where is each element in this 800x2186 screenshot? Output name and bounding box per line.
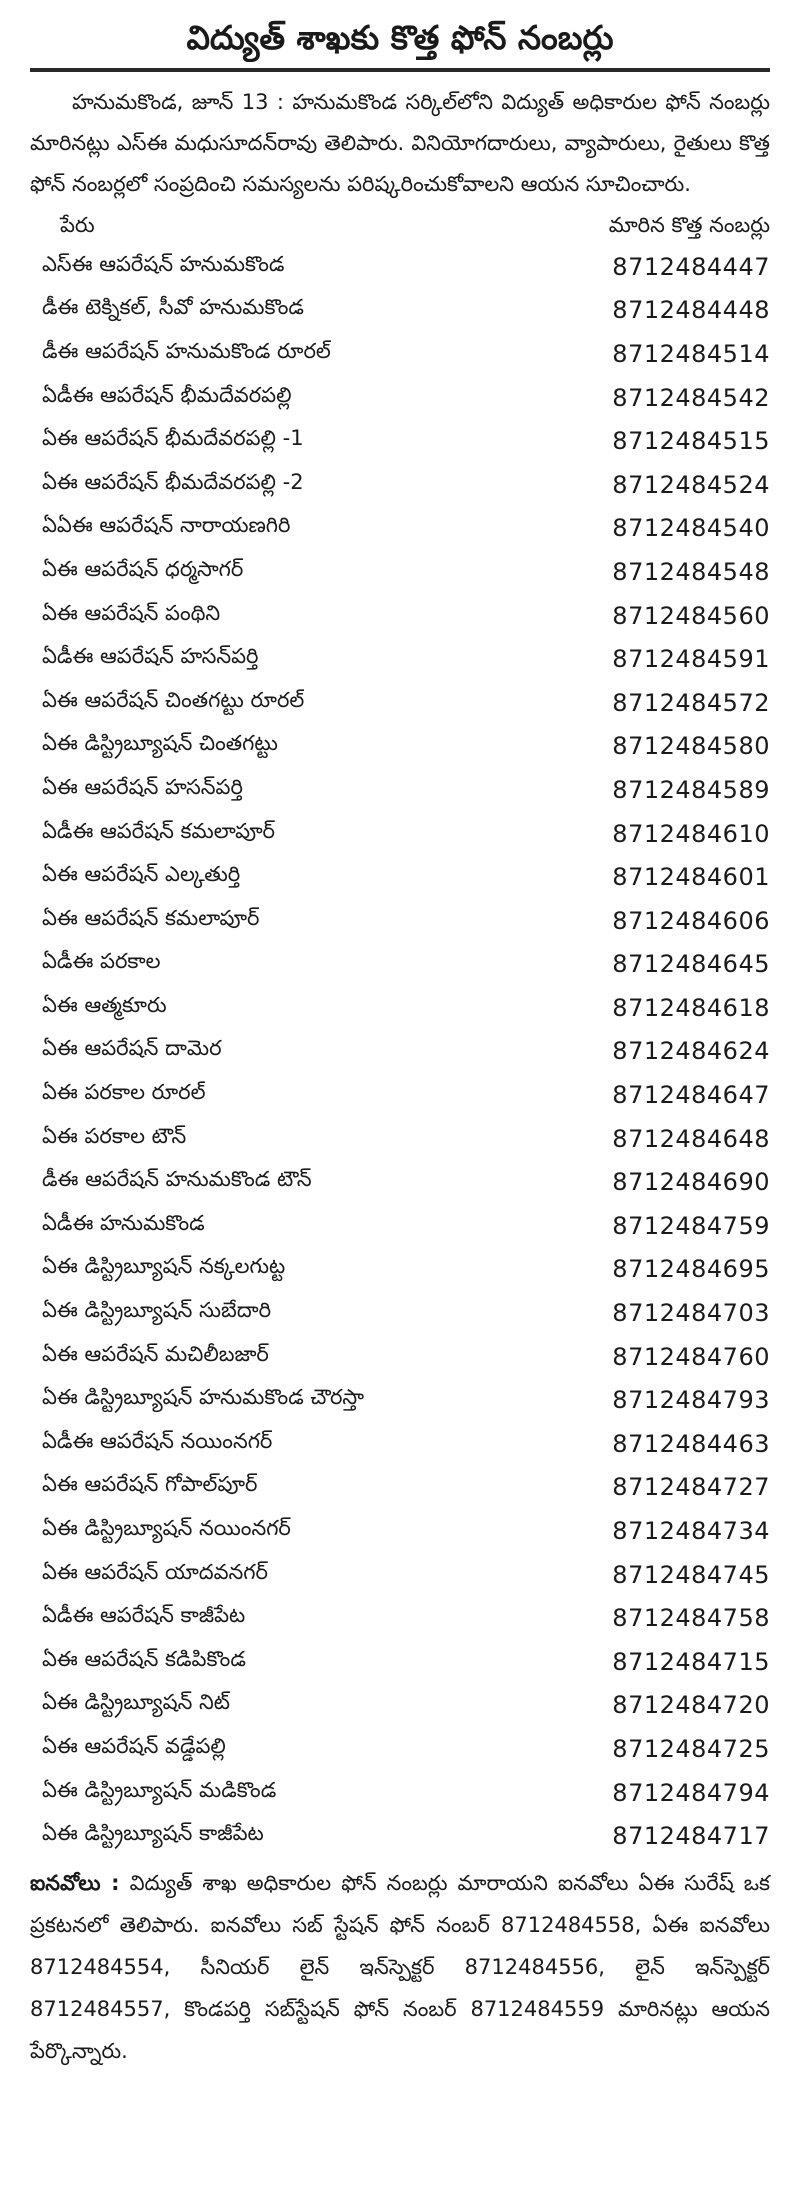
office-name: ఏఈ ఆత్మకూరు (42, 992, 167, 1017)
headline-divider (30, 68, 770, 72)
table-row (30, 463, 770, 507)
phone-number: 8712484548 (612, 557, 770, 586)
table-row (30, 943, 770, 987)
phone-number: 8712484601 (612, 863, 770, 892)
intro-paragraph (30, 82, 770, 205)
phone-number: 8712484542 (612, 383, 770, 412)
table-row (30, 507, 770, 551)
phone-number: 8712484759 (612, 1211, 770, 1240)
office-name: డీఈ ఆపరేషన్ హనుమకొండ రూరల్ (42, 338, 331, 363)
table-row (30, 1335, 770, 1379)
column-header-office: పేరు (60, 213, 95, 237)
phone-table-header (30, 205, 770, 245)
office-name: ఏఏఈ ఆపరేషన్ నారాయణగిరి (42, 513, 291, 538)
phone-number: 8712484793 (612, 1386, 770, 1415)
table-row (30, 681, 770, 725)
office-name: ఏఈ ఆపరేషన్ కమలాపూర్ (42, 905, 260, 930)
table-row (30, 899, 770, 943)
office-name: ఏఈ పరకాల టౌన్ (42, 1123, 187, 1148)
footer-text: విద్యుత్ శాఖ అధికారుల ఫోన్ నంబర్లు మారాయని ఐనవోలు ఏఈ సురేష్ ఒక ప్రకటనలో తెలిపారు. ఐనవోలు సబ్ స్టేషన్ ఫోన్ నంబర్ 8712484558, ఏఈ ఐనవోలు 8712484554, సీనియర్ లైన్ ఇన్‌స్పెక్టర్ 8712484556, లైన్ ఇన్‌స్పెక్టర్ 8712484557, కొండపర్తి సబ్‌స్టేషన్ ఫోన్ నంబర్ 8712484559 మారినట్లు ఆయన పేర్కొన్నారు. (30, 1870, 771, 2063)
phone-number: 8712484717 (612, 1822, 770, 1851)
table-row (30, 1684, 770, 1728)
office-name: ఏడీఈ ఆపరేషన్ కాజీపేట (42, 1603, 246, 1628)
office-name: ఏఈ ఆపరేషన్ గోపాల్‌పూర్ (42, 1472, 258, 1497)
table-row (30, 1553, 770, 1597)
phone-number: 8712484560 (612, 601, 770, 630)
table-row (30, 1727, 770, 1771)
table-row (30, 1291, 770, 1335)
phone-number: 8712484572 (612, 688, 770, 717)
phone-number: 8712484610 (612, 819, 770, 848)
phone-number: 8712484606 (612, 906, 770, 935)
office-name: ఏడీఈ ఆపరేషన్ కమలాపూర్ (42, 818, 276, 843)
phone-number: 8712484514 (612, 339, 770, 368)
table-row (30, 332, 770, 376)
office-name: ఏఈ ఆపరేషన్ వడ్డేపల్లి (42, 1733, 226, 1758)
office-name: ఏఈ ఆపరేషన్ భీమదేవరపల్లి -1 (42, 426, 304, 451)
office-name: ఏఈ డిస్ట్రిబ్యూషన్ నక్కలగుట్ట (42, 1254, 286, 1279)
table-row (30, 1248, 770, 1292)
footer-dateline: ఐనవోలు : (30, 1870, 120, 1895)
phone-number: 8712484703 (612, 1299, 770, 1328)
office-name: ఏఈ ఆపరేషన్ చింతగట్టు రూరల్ (42, 687, 305, 712)
table-row (30, 637, 770, 681)
office-name: ఏడీఈ ఆపరేషన్ నయింనగర్ (42, 1428, 273, 1453)
office-name: ఏఈ డిస్ట్రిబ్యూషన్ నయింనగర్ (42, 1516, 291, 1541)
column-header-number: మారిన కొత్త నంబర్లు (608, 213, 770, 237)
table-row (30, 986, 770, 1030)
table-row (30, 1422, 770, 1466)
table-row (30, 812, 770, 856)
phone-table (30, 245, 770, 1858)
table-row (30, 1640, 770, 1684)
table-row (30, 1466, 770, 1510)
office-name: ఏడీఈ పరకాల (42, 949, 161, 974)
phone-number: 8712484524 (612, 470, 770, 499)
table-row (30, 1509, 770, 1553)
office-name: ఏడీఈ ఆపరేషన్ భీమదేవరపల్లి (42, 382, 292, 407)
office-name: ఏఈ ఆపరేషన్ దామెర (42, 1036, 222, 1061)
office-name: ఏఈ డిస్ట్రిబ్యూషన్ సుబేదారి (42, 1298, 272, 1323)
phone-number: 8712484580 (612, 732, 770, 761)
table-row (30, 1160, 770, 1204)
table-row (30, 855, 770, 899)
office-name: ఏఈ ఆపరేషన్ యాదవనగర్ (42, 1559, 268, 1584)
office-name: డీఈ టెక్నికల్, సీవో హనుమకొండ (42, 295, 304, 320)
table-row (30, 725, 770, 769)
table-row (30, 768, 770, 812)
table-row (30, 1117, 770, 1161)
table-row (30, 1030, 770, 1074)
table-row (30, 1596, 770, 1640)
office-name: ఎస్ఈ ఆపరేషన్ హనుమకొండ (42, 251, 285, 276)
intro-text: హనుమకొండ, జూన్ 13 : హనుమకొండ సర్కిల్‌లోని విద్యుత్ అధికారుల ఫోన్ నంబర్లు మారినట్లు ఎస్ఈ మధుసూదన్‌రావు తెలిపారు. వినియోగదారులు, వ్యాపారులు, రైతులు కొత్త ఫోన్ నంబర్లలో సంప్రదించి సమస్యలను పరిష్కరించుకోవాలని ఆయన సూచించారు. (30, 90, 770, 196)
office-name: ఏఈ పరకాల రూరల్ (42, 1080, 206, 1105)
phone-number: 8712484447 (612, 252, 770, 281)
phone-number: 8712484515 (612, 427, 770, 456)
table-row (30, 1378, 770, 1422)
phone-number: 8712484760 (612, 1342, 770, 1371)
office-name: డీఈ ఆపరేషన్ హనుమకొండ టౌన్ (42, 1167, 312, 1192)
table-row (30, 1771, 770, 1815)
office-name: ఏడీఈ ఆపరేషన్ హసన్‌పర్తి (42, 644, 259, 669)
table-row (30, 1814, 770, 1858)
phone-number: 8712484540 (612, 514, 770, 543)
phone-number: 8712484794 (612, 1778, 770, 1807)
office-name: ఏఈ డిస్ట్రిబ్యూషన్ కాజీపేట (42, 1821, 264, 1846)
table-row (30, 245, 770, 289)
phone-number: 8712484727 (612, 1473, 770, 1502)
phone-number: 8712484720 (612, 1691, 770, 1720)
phone-number: 8712484591 (612, 645, 770, 674)
phone-number: 8712484725 (612, 1734, 770, 1763)
phone-number: 8712484695 (612, 1255, 770, 1284)
table-row (30, 289, 770, 333)
phone-number: 8712484715 (612, 1647, 770, 1676)
phone-number: 8712484618 (612, 993, 770, 1022)
office-name: ఏఈ ఆపరేషన్ ఎల్కతుర్తి (42, 862, 241, 887)
phone-number: 8712484624 (612, 1037, 770, 1066)
phone-number: 8712484589 (612, 775, 770, 804)
table-row (30, 1204, 770, 1248)
office-name: ఏఈ డిస్ట్రిబ్యూషన్ నిట్ (42, 1690, 231, 1715)
phone-number: 8712484690 (612, 1168, 770, 1197)
phone-number: 8712484647 (612, 1081, 770, 1110)
phone-number: 8712484758 (612, 1604, 770, 1633)
phone-number: 8712484448 (612, 296, 770, 325)
footer-paragraph (30, 1862, 770, 2072)
table-row (30, 594, 770, 638)
table-row (30, 419, 770, 463)
phone-number: 8712484734 (612, 1517, 770, 1546)
office-name: ఏఈ డిస్ట్రిబ్యూషన్ హనుమకొండ చౌరస్తా (42, 1385, 365, 1410)
office-name: ఏఈ డిస్ట్రిబ్యూషన్ చింతగట్టు (42, 731, 278, 756)
office-name: ఏఈ ఆపరేషన్ కడిపికొండ (42, 1646, 246, 1671)
table-row (30, 376, 770, 420)
office-name: ఏఈ ఆపరేషన్ భీమదేవరపల్లి -2 (42, 469, 304, 494)
office-name: ఏఈ ఆపరేషన్ పంథిని (42, 600, 221, 625)
office-name: ఏఈ ఆపరేషన్ ధర్మసాగర్ (42, 556, 244, 581)
phone-number: 8712484745 (612, 1560, 770, 1589)
phone-number: 8712484463 (612, 1429, 770, 1458)
phone-number: 8712484648 (612, 1124, 770, 1153)
headline: విద్యుత్ శాఖకు కొత్త ఫోన్ నంబర్లు (186, 18, 614, 57)
office-name: ఏఈ డిస్ట్రిబ్యూషన్ మడికొండ (42, 1777, 277, 1802)
table-row (30, 550, 770, 594)
table-row (30, 1073, 770, 1117)
office-name: ఏఈ ఆపరేషన్ మచిలీబజార్ (42, 1341, 269, 1366)
office-name: ఏఈ ఆపరేషన్ హసన్‌పర్తి (42, 774, 243, 799)
phone-number: 8712484645 (612, 950, 770, 979)
office-name: ఏడీఈ హనుమకొండ (42, 1210, 205, 1235)
